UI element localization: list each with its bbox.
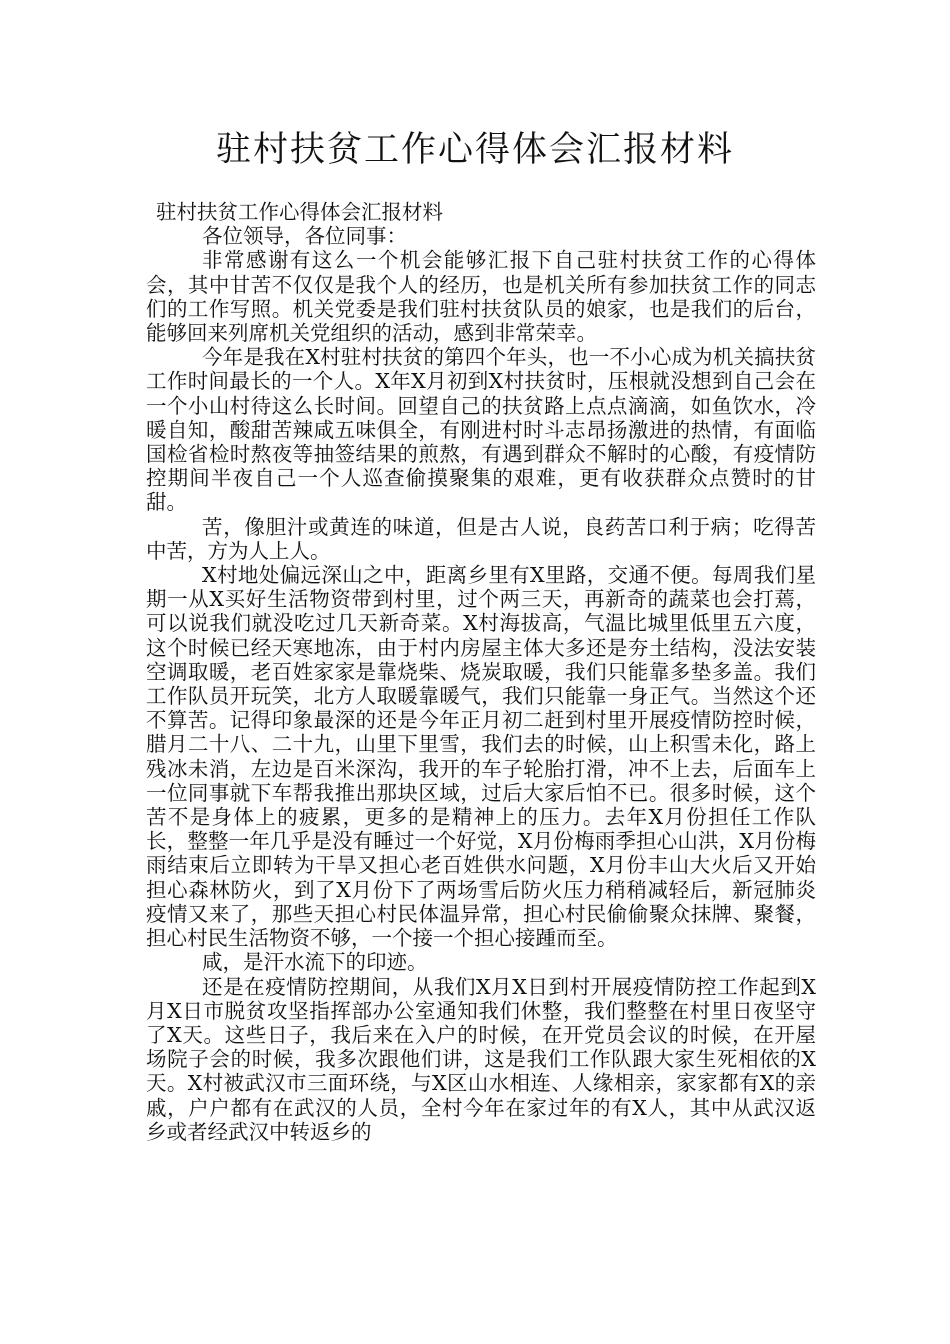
- document-body: [146, 200, 816, 1144]
- document-title: 驻村扶贫工作心得体会汇报材料: [215, 130, 734, 170]
- paragraph-greeting: 各位领导，各位同事：: [202, 224, 407, 249]
- document-subtitle: 驻村扶贫工作心得体会汇报材料: [156, 200, 443, 224]
- paragraph: X村地处偏远深山之中，距离乡里有X里路，交通不便。每周我们星期一从X买好生活物资带到村里，过个两三天，再新奇的蔬菜也会打蔫，可以说我们就没吃过几天新奇菜。X村海拔高，气温比城里低里五六度，这个时候已经天寒地冻，由于村内房屋主体大多还是夯土结构，没法安装空调取暖，老百姓家家是靠烧柴、烧炭取暖，我们只能靠多垫多盖。我们工作队员开玩笑，北方人取暖靠暖气，我们只能靠一身正气。当然这个还不算苦。记得印象最深的还是今年正月初二赶到村里开展疫情防控时候，腊月二十八、二十九，山里下里雪，我们去的时候，山上积雪未化，路上残冰未消，左边是百米深沟，我开的车子轮胎打滑，冲不上去，后面车上一位同事就下车帮我推出那块区域，过后大家后怕不已。很多时候，这个苦不是身体上的疲累，更多的是精神上的压力。去年X月份担任工作队长，整整一年几乎是没有睡过一个好觉，X月份梅雨季担心山洪，X月份梅雨结束后立即转为干旱又担心老百姓供水问题，X月份丰山大火后又开始担心森林防火，到了X月份下了两场雪后防火压力稍稍减轻后，新冠肺炎疫情又来了，那些天担心村民体温异常，担心村民偷偷聚众抹牌、聚餐，担心村民生活物资不够，一个接一个担心接踵而至。: [146, 563, 816, 951]
- paragraph: 非常感谢有这么一个机会能够汇报下自己驻村扶贫工作的心得体会，其中甘苦不仅仅是我个人的经历，也是机关所有参加扶贫工作的同志们的工作写照。机关党委是我们驻村扶贫队员的娘家，也是我们的后台，能够回来列席机关党组织的活动，感到非常荣幸。: [146, 248, 816, 346]
- paragraph: 今年是我在X村驻村扶贫的第四个年头，也一不小心成为机关搞扶贫工作时间最长的一个人。X年X月初到X村扶贫时，压根就没想到自己会在一个小山村待这么长时间。回望自己的扶贫路上点点滴滴，如鱼饮水，冷暖自知，酸甜苦辣咸五味俱全，有刚进村时斗志昂扬激进的热情，有面临国检省检时熬夜等抽签结果的煎熬，有遇到群众不解时的心酸，有疫情防控期间半夜自己一个人巡查偷摸聚集的艰难，更有收获群众点赞时的甘甜。: [146, 345, 816, 515]
- paragraph: 苦，像胆汁或黄连的味道，但是古人说，良药苦口利于病；吃得苦中苦，方为人上人。: [146, 514, 816, 563]
- paragraph: 咸，是汗水流下的印迹。: [202, 950, 428, 975]
- paragraph: 还是在疫情防控期间，从我们X月X日到村开展疫情防控工作起到X月X日市脱贫攻坚指挥部办公室通知我们休整，我们整整在村里日夜坚守了X天。这些日子，我后来在入户的时候，在开党员会议的时候，在开屋场院子会的时候，我多次跟他们讲，这是我们工作队跟大家生死相依的X天。X村被武汉市三面环绕，与X区山水相连、人缘相亲，家家都有X的亲戚，户户都有在武汉的人员，全村今年在家过年的有X人，其中从武汉返乡或者经武汉中转返乡的: [146, 974, 816, 1144]
